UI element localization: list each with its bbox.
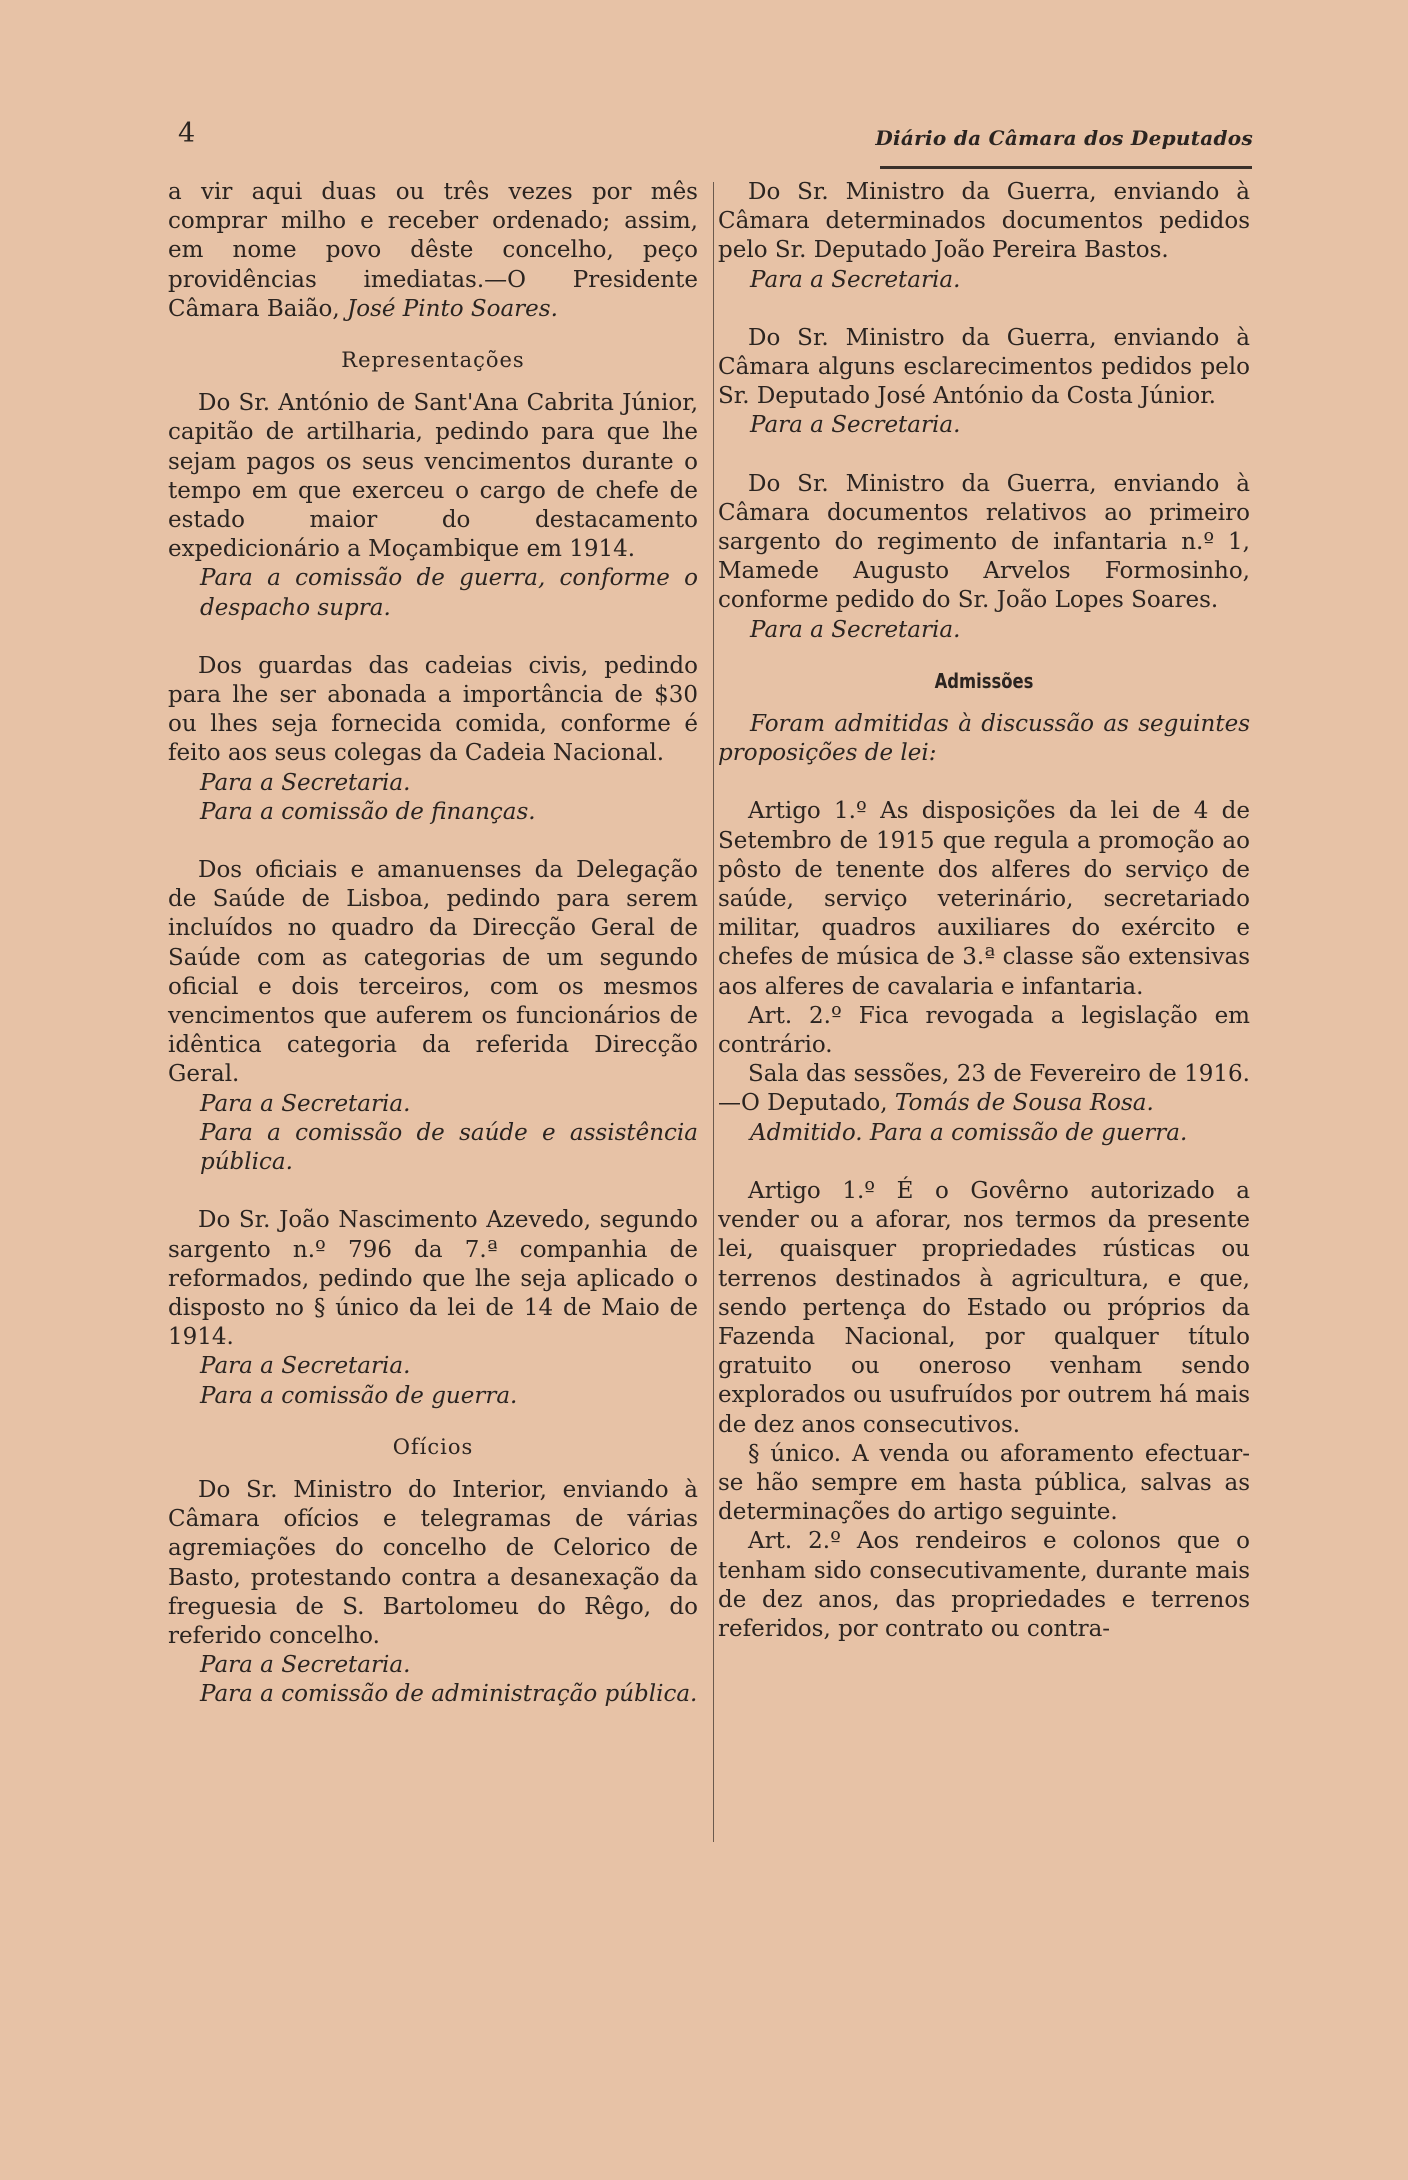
oficio-1: Do Sr. Ministro do Interior, enviando à Câmara ofícios e telegramas de várias agremiações do concelho de Celorico de Basto, protestando contra a desanexação da freguesia de S. Bartolomeu do Rêgo, do referido concelho. xyxy=(168,1476,698,1649)
proposition-1-signature-line xyxy=(718,1060,1250,1118)
proposition-1-article-1: Artigo 1.º As disposições da lei de 4 de Setembro de 1915 que regula a promoção ao pôsto de tenente dos alferes do serviço de saúde, serviço veterinário, secretariado militar, quadros auxiliares do exército e chefes de música de 3.ª classe são extensivas aos alferes de cavalaria e infantaria. xyxy=(718,798,1250,1000)
representation-3-destination-2: Para a comissão de saúde e assistência pública. xyxy=(200,1119,698,1176)
proposition-1-article-2: Art. 2.º Fica revogada a legislação em contrário. xyxy=(718,1002,1250,1059)
representation-4: Do Sr. João Nascimento Azevedo, segundo sargento n.º 796 da 7.ª companhia de reformados, pedindo que lhe seja aplicado o disposto no § único da lei de 14 de Maio de 1914. xyxy=(168,1207,698,1351)
oficio-4-destination: Para a Secretaria. xyxy=(750,616,961,643)
admissoes-intro: Foram admitidas à discussão as seguintes proposições de lei: xyxy=(718,711,1250,767)
representation-4-destination-1: Para a Secretaria. xyxy=(200,1353,411,1380)
header-rule xyxy=(880,166,1252,169)
representation-1-destination: Para a comissão de guerra, conforme o despacho supra. xyxy=(200,565,698,621)
representation-3-destination-1: Para a Secretaria. xyxy=(200,1090,411,1117)
oficio-3-destination: Para a Secretaria. xyxy=(750,412,961,439)
page-number: 4 xyxy=(178,118,196,149)
proposition-1-destination: Admitido. Para a comissão de guerra. xyxy=(750,1119,1188,1146)
representation-4-destination-2: Para a comissão de guerra. xyxy=(200,1382,518,1409)
proposition-2-paragraph: § único. A venda ou aforamento efectuar-se hão sempre em hasta pública, salvas as determinações do artigo seguinte. xyxy=(718,1440,1250,1526)
oficio-2: Do Sr. Ministro da Guerra, enviando à Câmara determinados documentos pedidos pelo Sr. Deputado João Pereira Bastos. xyxy=(718,179,1250,264)
oficio-3: Do Sr. Ministro da Guerra, enviando à Câmara alguns esclarecimentos pedidos pelo Sr. Deputado José António da Costa Júnior. xyxy=(718,324,1250,410)
proposition-1-sala: Sala das sessões, 23 de Fevereiro de 1916.—O Deputado, xyxy=(718,1061,1250,1117)
representation-1: Do Sr. António de Sant'Ana Cabrita Júnior, capitão de artilharia, pedindo para que lhe sejam pagos os seus vencimentos durante o tempo em que exerceu o cargo de chefe de estado maior do destacamento expedicionário a Moçambique em 1914. xyxy=(168,390,698,563)
opening-paragraph xyxy=(168,178,698,324)
right-column xyxy=(718,178,1250,1644)
oficio-1-destination-1: Para a Secretaria. xyxy=(200,1652,411,1679)
representation-2: Dos guardas das cadeias civis, pedindo para lhe ser abonada a importância de $30 ou lhes seja fornecida comida, conforme é feito aos seus colegas da Cadeia Nacional. xyxy=(168,652,698,767)
representation-2-destination-2: Para a comissão de finanças. xyxy=(200,798,536,825)
section-title-oficios: Ofícios xyxy=(392,1434,474,1459)
section-title-admissoes: Admissões xyxy=(934,668,1034,693)
opening-text: a vir aqui duas ou três vezes por mês comprar milho e receber ordenado; assim, em nome povo dêste concelho, peço providências imediatas.—O Presidente Câmara Baião, xyxy=(168,179,698,322)
section-title-representacoes: Representações xyxy=(341,348,525,373)
oficio-4: Do Sr. Ministro da Guerra, enviando à Câmara documentos relativos ao primeiro sargento do regimento de infantaria n.º 1, Mamede Augusto Arvelos Formosinho, conforme pedido do Sr. João Lopes Soares. xyxy=(718,470,1250,614)
proposition-1-signature: Tomás de Sousa Rosa. xyxy=(894,1090,1154,1117)
running-head: Diário da Câmara dos Deputados xyxy=(875,126,1253,150)
proposition-2-article-1: Artigo 1.º É o Govêrno autorizado a vender ou a aforar, nos termos da presente lei, quaisquer propriedades rústicas ou terrenos destinados à agricultura, e que, sendo pertença do Estado ou próprios da Fazenda Nacional, por qualquer título gratuito ou oneroso venham sendo explorados ou usufruídos por outrem há mais de dez anos consecutivos. xyxy=(718,1177,1250,1438)
opening-signature: José Pinto Soares. xyxy=(347,295,558,322)
left-column xyxy=(168,178,698,1710)
representation-2-destination-1: Para a Secretaria. xyxy=(200,769,411,796)
representation-3: Dos oficiais e amanuenses da Delegação de Saúde de Lisboa, pedindo para serem incluídos no quadro da Direcção Geral de Saúde com as categorias de um segundo oficial e dois terceiros, com os mesmos vencimentos que auferem os funcionários de idêntica categoria da referida Direcção Geral. xyxy=(168,857,698,1088)
proposition-2-article-2: Art. 2.º Aos rendeiros e colonos que o tenham sido consecutivamente, durante mais de dez anos, das propriedades e terrenos referidos, por contrato ou contra- xyxy=(718,1528,1250,1642)
column-divider xyxy=(713,182,714,1842)
oficio-1-destination-2: Para a comissão de administração pública. xyxy=(200,1681,698,1708)
oficio-2-destination: Para a Secretaria. xyxy=(750,266,961,293)
